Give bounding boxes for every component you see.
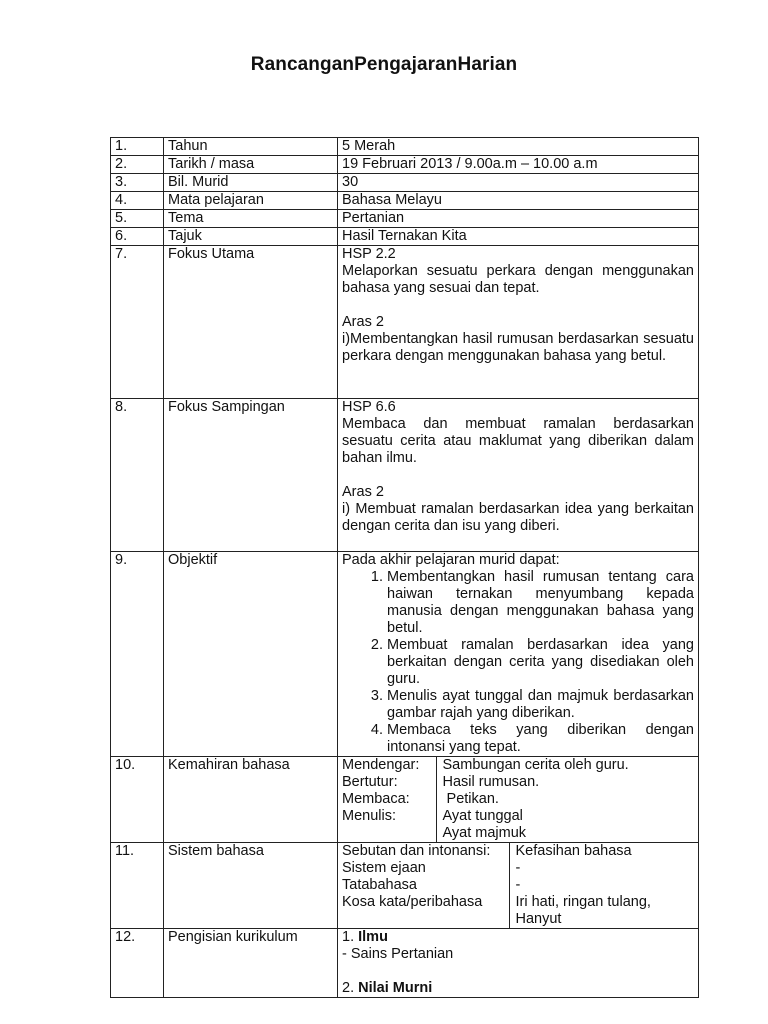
row-number: 1. <box>111 138 164 156</box>
sistem-key: Kosa kata/peribahasa <box>342 894 483 910</box>
row-label: Bil. Murid <box>164 174 338 192</box>
row-value <box>338 246 699 399</box>
sistem-value: - <box>515 877 521 893</box>
row-label: Tarikh / masa <box>164 156 338 174</box>
row-number: 10. <box>111 757 164 843</box>
item-title: Nilai Murni <box>358 980 433 996</box>
row-value: 5 Merah <box>338 138 699 156</box>
aras-label: Aras 2 <box>342 314 384 330</box>
row-label: Mata pelajaran <box>164 192 338 210</box>
sistem-subtable <box>338 843 698 928</box>
row-label: Objektif <box>164 552 338 757</box>
table-row <box>111 228 699 246</box>
row-number: 6. <box>111 228 164 246</box>
row-value: 30 <box>338 174 699 192</box>
row-sistem-bahasa <box>111 843 699 929</box>
row-label: Sistem bahasa <box>164 843 338 929</box>
kemahiran-value: Petikan. <box>442 791 499 807</box>
aras-description: i) Membuat ramalan berdasarkan idea yang berkaitan dengan cerita dan isu yang diberi. <box>342 501 694 534</box>
row-number: 5. <box>111 210 164 228</box>
row-number: 7. <box>111 246 164 399</box>
row-number: 9. <box>111 552 164 757</box>
row-value: Pertanian <box>338 210 699 228</box>
kemahiran-value: Hasil rumusan. <box>442 774 540 790</box>
document-title: RancanganPengajaranHarian <box>250 54 518 75</box>
item-subitem: - Sains Pertanian <box>342 946 454 962</box>
list-item: 1. Membentangkan hasil rumusan tentang cara haiwan ternakan menyumbang kepada manusia dengan menggunakan bahasa yang betul. <box>387 569 694 637</box>
row-label: Fokus Utama <box>164 246 338 399</box>
item-number: 2. <box>342 980 359 996</box>
kemahiran-key: Membaca: <box>342 791 410 807</box>
kemahiran-key: Mendengar: <box>342 757 420 773</box>
row-value <box>338 757 699 843</box>
list-item: 2. Membuat ramalan berdasarkan idea yang berkaitan dengan cerita yang disediakan oleh guru. <box>387 637 694 688</box>
row-label: Tema <box>164 210 338 228</box>
row-value: 19 Februari 2013 / 9.00a.m – 10.00 a.m <box>338 156 699 174</box>
row-number: 8. <box>111 399 164 552</box>
skill-code: HSP 6.6 <box>342 399 396 415</box>
aras-description: i)Membentangkan hasil rumusan berdasarkan sesuatu perkara dengan menggunakan bahasa yang betul. <box>342 331 694 364</box>
row-label: Fokus Sampingan <box>164 399 338 552</box>
row-value <box>338 552 699 757</box>
row-value <box>338 929 699 998</box>
item-title: Ilmu <box>358 929 388 945</box>
row-value: Bahasa Melayu <box>338 192 699 210</box>
kemahiran-key: Bertutur: <box>342 774 398 790</box>
row-number: 4. <box>111 192 164 210</box>
table-row <box>111 192 699 210</box>
row-pengisian-kurikulum <box>111 929 699 998</box>
objektif-intro: Pada akhir pelajaran murid dapat: <box>342 552 560 568</box>
kemahiran-value: Ayat tunggal <box>442 808 523 824</box>
kemahiran-subtable <box>338 757 698 842</box>
kemahiran-key: Menulis: <box>342 808 396 824</box>
list-item: 3. Menulis ayat tunggal dan majmuk berdasarkan gambar rajah yang diberikan. <box>387 688 694 722</box>
row-number: 3. <box>111 174 164 192</box>
row-label: Tahun <box>164 138 338 156</box>
row-fokus-utama <box>111 246 699 399</box>
table-row <box>111 210 699 228</box>
row-label: Tajuk <box>164 228 338 246</box>
row-value: Hasil Ternakan Kita <box>338 228 699 246</box>
sistem-key: Sebutan dan intonansi: <box>342 843 491 859</box>
row-objektif <box>111 552 699 757</box>
kemahiran-value: Sambungan cerita oleh guru. <box>442 757 629 773</box>
list-item: 4. Membaca teks yang diberikan dengan intonansi yang tepat. <box>387 722 694 756</box>
sistem-value: - <box>515 860 521 876</box>
sistem-value: Iri hati, ringan tulang, <box>515 894 651 910</box>
row-fokus-sampingan <box>111 399 699 552</box>
row-value <box>338 399 699 552</box>
row-label: Pengisian kurikulum <box>164 929 338 998</box>
skill-description: Melaporkan sesuatu perkara dengan menggunakan bahasa yang sesuai dan tepat. <box>342 263 694 296</box>
skill-code: HSP 2.2 <box>342 246 396 262</box>
aras-label: Aras 2 <box>342 484 384 500</box>
kemahiran-value: Ayat majmuk <box>442 825 527 841</box>
row-kemahiran-bahasa <box>111 757 699 843</box>
skill-description: Membaca dan membuat ramalan berdasarkan sesuatu cerita atau maklumat yang diberikan dalam bahan ilmu. <box>342 416 694 466</box>
table-row <box>111 138 699 156</box>
table-row <box>111 156 699 174</box>
lesson-plan-table <box>110 137 699 998</box>
item-number: 1. <box>342 929 359 945</box>
sistem-value: Kefasihan bahasa <box>515 843 632 859</box>
table-row <box>111 174 699 192</box>
row-number: 2. <box>111 156 164 174</box>
sistem-key: Tatabahasa <box>342 877 417 893</box>
row-value <box>338 843 699 929</box>
row-label: Kemahiran bahasa <box>164 757 338 843</box>
row-number: 12. <box>111 929 164 998</box>
sistem-value: Hanyut <box>515 911 562 927</box>
sistem-key: Sistem ejaan <box>342 860 426 876</box>
row-number: 11. <box>111 843 164 929</box>
objektif-list <box>342 569 694 756</box>
